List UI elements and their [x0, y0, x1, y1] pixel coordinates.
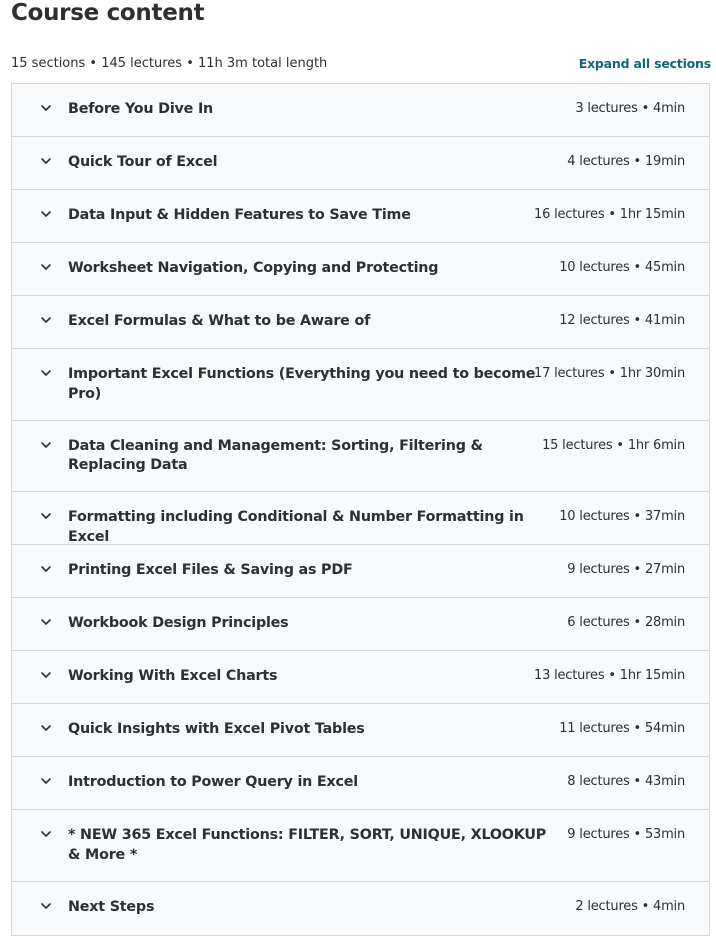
chevron-down-icon: [39, 438, 53, 452]
course-summary: 15 sections • 145 lectures • 11h 3m total length: [11, 55, 328, 71]
chevron-down-icon: [39, 827, 53, 841]
section-meta: 16 lectures • 1hr 15min: [534, 207, 685, 222]
section-meta: 13 lectures • 1hr 15min: [534, 668, 685, 683]
section-meta: 15 lectures • 1hr 6min: [542, 437, 685, 453]
section-title: Workbook Design Principles: [68, 615, 289, 631]
chevron-down-icon: [39, 154, 53, 168]
section-meta: 6 lectures • 28min: [567, 615, 685, 630]
section-title: Worksheet Navigation, Copying and Protecting: [68, 260, 439, 276]
section-title: Quick Tour of Excel: [68, 154, 218, 170]
section-row[interactable]: [12, 598, 709, 651]
section-meta: 4 lectures • 19min: [567, 154, 685, 169]
section-meta: 10 lectures • 37min: [559, 509, 685, 524]
section-row[interactable]: [12, 492, 709, 545]
section-row[interactable]: [12, 137, 709, 190]
chevron-down-icon: [39, 899, 53, 913]
section-row[interactable]: [12, 243, 709, 296]
chevron-down-icon: [39, 668, 53, 682]
section-row[interactable]: [12, 421, 709, 493]
chevron-down-icon: [39, 721, 53, 735]
section-title: Working With Excel Charts: [68, 668, 278, 684]
chevron-down-icon: [39, 562, 53, 576]
section-meta: 17 lectures • 1hr 30min: [534, 366, 685, 381]
chevron-down-icon: [39, 509, 53, 523]
section-row[interactable]: [12, 757, 709, 810]
section-meta: 11 lectures • 54min: [559, 721, 685, 736]
section-meta: 10 lectures • 45min: [559, 260, 685, 275]
expand-all-sections-button[interactable]: Expand all sections: [578, 55, 711, 71]
section-meta: 9 lectures • 53min: [567, 827, 685, 842]
chevron-down-icon: [39, 366, 53, 380]
section-title: Formatting including Conditional & Number Formatting in Excel: [68, 509, 524, 545]
chevron-down-icon: [39, 101, 53, 115]
section-meta: 12 lectures • 41min: [559, 313, 685, 328]
section-title: Excel Formulas & What to be Aware of: [68, 313, 371, 329]
section-meta: 8 lectures • 43min: [567, 774, 685, 789]
section-row[interactable]: [12, 651, 709, 704]
section-row[interactable]: [12, 349, 709, 421]
section-row[interactable]: [12, 704, 709, 757]
section-row[interactable]: [12, 882, 709, 935]
chevron-down-icon: [39, 313, 53, 327]
course-summary-row: [11, 54, 711, 72]
page-title: Course content: [11, 0, 205, 26]
section-meta: 3 lectures • 4min: [575, 101, 685, 116]
section-title: Introduction to Power Query in Excel: [68, 774, 358, 790]
section-title: Important Excel Functions (Everything you need to become Pro): [68, 366, 536, 402]
chevron-down-icon: [39, 615, 53, 629]
section-row[interactable]: [12, 810, 709, 882]
section-row[interactable]: [12, 545, 709, 598]
section-title: * NEW 365 Excel Functions: FILTER, SORT, UNIQUE, XLOOKUP & More *: [68, 827, 547, 863]
section-title: Data Cleaning and Management: Sorting, Filtering & Replacing Data: [68, 437, 483, 473]
section-meta: 9 lectures • 27min: [567, 562, 685, 577]
chevron-down-icon: [39, 260, 53, 274]
section-row[interactable]: [12, 190, 709, 243]
chevron-down-icon: [39, 774, 53, 788]
section-list: [11, 83, 710, 936]
section-title: Before You Dive In: [68, 101, 214, 117]
section-title: Quick Insights with Excel Pivot Tables: [68, 721, 365, 737]
section-title: Next Steps: [68, 898, 155, 915]
section-row[interactable]: [12, 296, 709, 349]
section-title: Data Input & Hidden Features to Save Time: [68, 207, 411, 223]
section-meta: 2 lectures • 4min: [575, 898, 685, 914]
section-title: Printing Excel Files & Saving as PDF: [68, 562, 353, 578]
chevron-down-icon: [39, 207, 53, 221]
section-row[interactable]: [12, 84, 709, 137]
